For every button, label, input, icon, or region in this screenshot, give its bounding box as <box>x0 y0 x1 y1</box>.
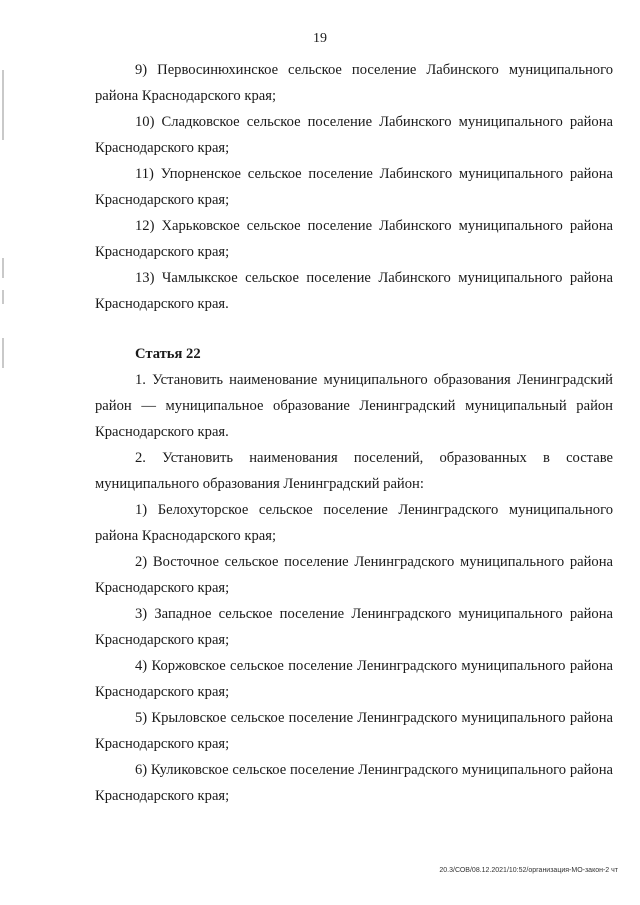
scan-mark <box>2 70 4 140</box>
list-item: 1) Белохуторское сельское поселение Ленинградского муниципального района Краснодарского края; <box>95 502 613 544</box>
document-body <box>95 57 613 809</box>
list-item: 3) Западное сельское поселение Ленинградского муниципального района Краснодарского края; <box>95 606 613 648</box>
list-item: 6) Куликовское сельское поселение Ленинградского муниципального района Краснодарского края; <box>95 762 613 804</box>
scan-mark <box>2 338 4 368</box>
list-item: 4) Коржовское сельское поселение Ленинградского муниципального района Краснодарского края; <box>95 658 613 700</box>
list-item: 9) Первосинюхинское сельское поселение Лабинского муниципального района Краснодарского края; <box>95 62 613 104</box>
article-heading: Статья 22 <box>135 346 201 362</box>
document-footer: 20.3/СОВ/08.12.2021/10:52/организация-МО-закон-2 чт <box>439 867 618 874</box>
top-list <box>95 57 613 317</box>
scan-mark <box>2 290 4 304</box>
list-item: 10) Сладковское сельское поселение Лабинского муниципального района Краснодарского края; <box>95 114 613 156</box>
article-point-1: 1. Установить наименование муниципального образования Ленинградский район — муниципальное образование Ленинградский муниципальный район Краснодарского края. <box>95 372 613 440</box>
article-point-2: 2. Установить наименования поселений, образованных в составе муниципального образования Ленинградский район: <box>95 450 613 492</box>
list-item: 5) Крыловское сельское поселение Ленинградского муниципального района Краснодарского края; <box>95 710 613 752</box>
article-body <box>95 367 613 809</box>
page-number: 19 <box>313 31 327 46</box>
settlement-list <box>95 497 613 809</box>
list-item: 11) Упорненское сельское поселение Лабинского муниципального района Краснодарского края; <box>95 166 613 208</box>
list-item: 2) Восточное сельское поселение Ленинградского муниципального района Краснодарского края; <box>95 554 613 596</box>
scan-mark <box>2 258 4 278</box>
list-item: 13) Чамлыкское сельское поселение Лабинского муниципального района Краснодарского края. <box>95 270 613 312</box>
list-item: 12) Харьковское сельское поселение Лабинского муниципального района Краснодарского края; <box>95 218 613 260</box>
